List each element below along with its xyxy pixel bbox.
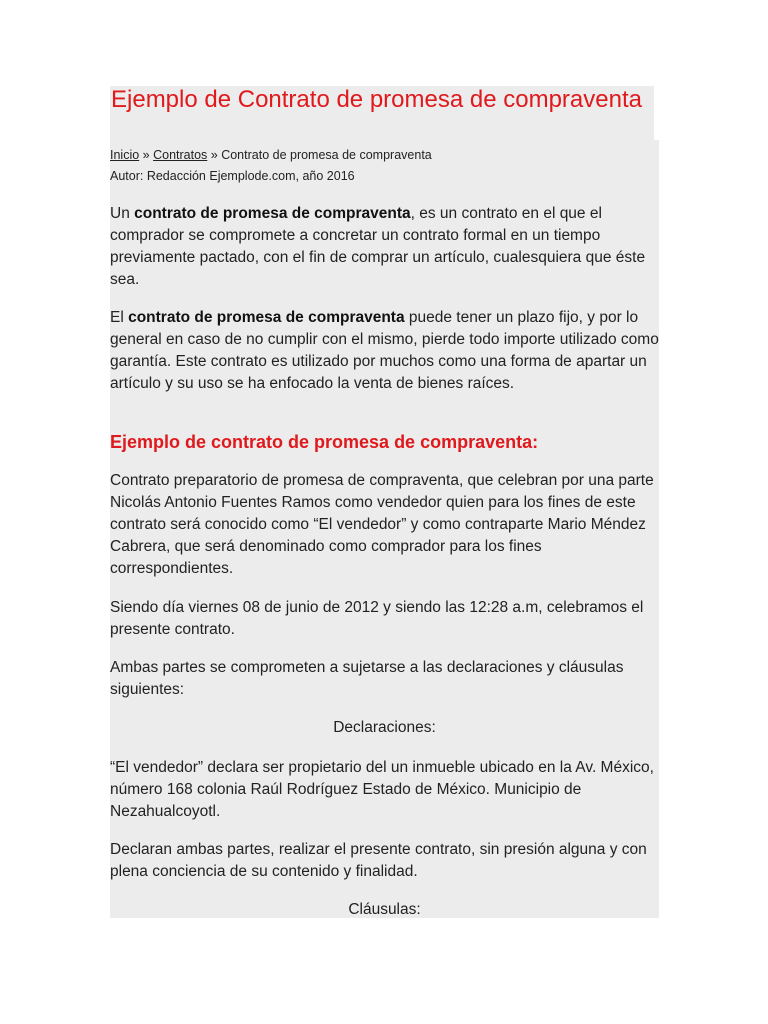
clausulas-heading: Cláusulas: [348, 901, 421, 918]
both-parties-paragraph: Declaran ambas partes, realizar el presente contrato, sin presión alguna y con plena conciencia de su contenido y finalidad. [110, 841, 647, 880]
breadcrumb-current: Contrato de promesa de compraventa [221, 148, 432, 162]
example-subheading: Ejemplo de contrato de promesa de compraventa: [110, 432, 539, 452]
breadcrumb-home-link[interactable]: Inicio [110, 148, 140, 162]
date-paragraph: Siendo día viernes 08 de junio de 2012 y siendo las 12:28 a.m, celebramos el presente contrato. [110, 599, 644, 638]
breadcrumb [110, 147, 432, 163]
seller-declaration-paragraph: “El vendedor” declara ser propietario del un inmueble ubicado en la Av. México, número 168 colonia Raúl Rodríguez Estado de México. Municipio de Nezahualcoyotl. [110, 759, 654, 820]
author-line: Autor: Redacción Ejemplode.com, año 2016 [110, 169, 355, 183]
description-text-end: puede tener un plazo fijo, y por lo general en caso de no cumplir con el mismo, pierde todo importe utilizado como garantía. Este contrato es utilizado por muchos como una forma de apartar un artículo y su uso se ha enfocado la venta de bienes raíces. [110, 309, 659, 392]
description-text-start: El [110, 309, 129, 326]
page-title: Ejemplo de Contrato de promesa de compraventa [111, 86, 642, 113]
breadcrumb-category-link[interactable]: Contratos [153, 148, 208, 162]
commitment-paragraph: Ambas partes se comprometen a sujetarse a las declaraciones y cláusulas siguientes: [110, 659, 624, 698]
breadcrumb-separator: » [139, 148, 154, 162]
intro-paragraph [110, 203, 660, 291]
intro-bold-term: contrato de promesa de compraventa [134, 205, 411, 222]
breadcrumb-separator: » [207, 148, 222, 162]
intro-text-start: Un [110, 205, 135, 222]
parties-paragraph: Contrato preparatorio de promesa de compraventa, que celebran por una parte Nicolás Antonio Fuentes Ramos como vendedor quien para los fines de este contrato será conocido como “El vendedor” y como contraparte Mario Méndez Cabrera, que será denominado como comprador para los fines correspondientes. [110, 472, 654, 577]
description-paragraph [110, 307, 660, 395]
declaraciones-heading: Declaraciones: [333, 719, 436, 736]
description-bold-term: contrato de promesa de compraventa [128, 309, 405, 326]
intro-text-end: , es un contrato en el que el comprador se compromete a concretar un contrato formal en un tiempo previamente pactado, con el fin de comprar un artículo, cualesquiera que éste sea. [110, 205, 646, 288]
